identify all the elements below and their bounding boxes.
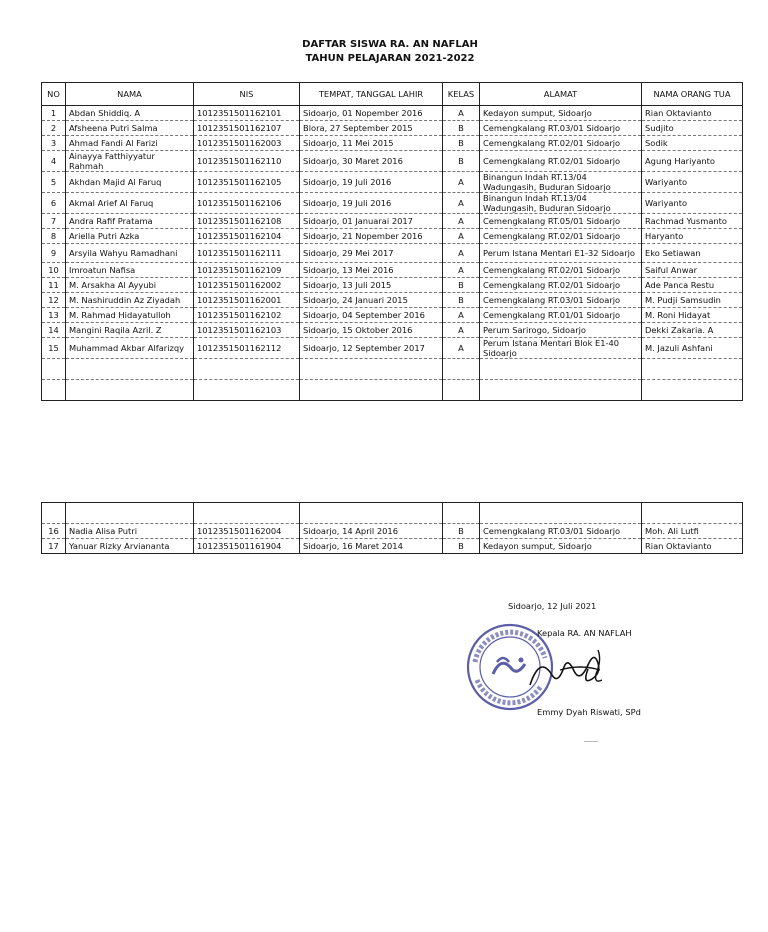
table-header-row — [42, 83, 743, 106]
cell-kelas: B — [443, 539, 480, 554]
cell-nis: 1012351501162003 — [194, 136, 300, 151]
cell-nama: M. Rahmad Hidayatulloh — [66, 308, 194, 323]
cell-nis: 1012351501162104 — [194, 229, 300, 244]
cell-ttl: Blora, 27 September 2015 — [300, 121, 443, 136]
cell-no: 17 — [42, 539, 66, 554]
cell-alamat: Cemengkalang RT.05/01 Sidoarjo — [480, 214, 642, 229]
col-header-nama: NAMA — [66, 83, 194, 106]
cell-alamat: Cemengkalang RT.03/01 Sidoarjo — [480, 524, 642, 539]
cell-ortu: Sodik — [642, 136, 743, 151]
cell-kelas: A — [443, 323, 480, 338]
cell-nis: 1012351501162110 — [194, 151, 300, 172]
table-row — [42, 293, 743, 308]
col-header-ttl: TEMPAT, TANGGAL LAHIR — [300, 83, 443, 106]
cell-ttl: Sidoarjo, 01 Januarai 2017 — [300, 214, 443, 229]
cell-nis: 1012351501162103 — [194, 323, 300, 338]
cell-nis: 1012351501162109 — [194, 263, 300, 278]
table-row — [42, 524, 743, 539]
cell-nis: 1012351501162111 — [194, 244, 300, 263]
cell-ttl: Sidoarjo, 01 Nopember 2016 — [300, 106, 443, 121]
cell-kelas: B — [443, 151, 480, 172]
cell-nis: 1012351501162106 — [194, 193, 300, 214]
empty-row — [42, 503, 743, 524]
cell-ortu: Sudjito — [642, 121, 743, 136]
cell-alamat: Binangun Indah RT.13/04 Wadungasih, Buduran Sidoarjo — [480, 193, 642, 214]
cell-alamat: Cemengkalang RT.02/01 Sidoarjo — [480, 229, 642, 244]
cell-ttl: Sidoarjo, 11 Mei 2015 — [300, 136, 443, 151]
cell-ttl: Sidoarjo, 12 September 2017 — [300, 338, 443, 359]
col-header-alamat: ALAMAT — [480, 83, 642, 106]
cell-kelas: A — [443, 214, 480, 229]
table-row — [42, 244, 743, 263]
col-header-no: NO — [42, 83, 66, 106]
cell-ortu: Dekki Zakaria. A — [642, 323, 743, 338]
cell-no: 6 — [42, 193, 66, 214]
cell-nama: Muhammad Akbar Alfarizqy — [66, 338, 194, 359]
cell-no: 2 — [42, 121, 66, 136]
cell-nama: Abdan Shiddiq. A — [66, 106, 194, 121]
cell-nama: Akmal Arief Al Faruq — [66, 193, 194, 214]
cell-ortu: Wariyanto — [642, 193, 743, 214]
table-row — [42, 193, 743, 214]
divider — [584, 741, 598, 742]
table-row — [42, 172, 743, 193]
cell-kelas: A — [443, 193, 480, 214]
cell-ttl: Sidoarjo, 16 Maret 2014 — [300, 539, 443, 554]
cell-ortu: M. Roni Hidayat — [642, 308, 743, 323]
empty-row — [42, 380, 743, 401]
cell-alamat: Cemengkalang RT.02/01 Sidoarjo — [480, 136, 642, 151]
cell-no: 12 — [42, 293, 66, 308]
cell-ttl: Sidoarjo, 30 Maret 2016 — [300, 151, 443, 172]
signature-role: Kepala RA. AN NAFLAH — [537, 628, 632, 638]
cell-ortu: Moh. Ali Lutfi — [642, 524, 743, 539]
cell-no: 10 — [42, 263, 66, 278]
document-subtitle: TAHUN PELAJARAN 2021-2022 — [305, 53, 475, 64]
cell-ortu: Haryanto — [642, 229, 743, 244]
table-row — [42, 323, 743, 338]
cell-alamat: Cemengkalang RT.01/01 Sidoarjo — [480, 308, 642, 323]
cell-ortu: Saiful Anwar — [642, 263, 743, 278]
cell-kelas: A — [443, 172, 480, 193]
cell-no: 5 — [42, 172, 66, 193]
cell-ttl: Sidoarjo, 13 Mei 2016 — [300, 263, 443, 278]
cell-no: 15 — [42, 338, 66, 359]
cell-ttl: Sidoarjo, 21 Nopember 2016 — [300, 229, 443, 244]
cell-nama: Imroatun Nafisa — [66, 263, 194, 278]
cell-nama: Yanuar Rizky Arviananta — [66, 539, 194, 554]
cell-alamat: Binangun Indah RT.13/04 Wadungasih, Buduran Sidoarjo — [480, 172, 642, 193]
cell-no: 16 — [42, 524, 66, 539]
cell-kelas: A — [443, 229, 480, 244]
cell-no: 8 — [42, 229, 66, 244]
cell-ortu: Rian Oktavianto — [642, 106, 743, 121]
cell-no: 1 — [42, 106, 66, 121]
table-row — [42, 278, 743, 293]
cell-ttl: Sidoarjo, 14 April 2016 — [300, 524, 443, 539]
cell-ortu: Ade Panca Restu — [642, 278, 743, 293]
cell-alamat: Perum Sarirogo, Sidoarjo — [480, 323, 642, 338]
cell-alamat: Cemengkalang RT.03/01 Sidoarjo — [480, 121, 642, 136]
cell-no: 4 — [42, 151, 66, 172]
cell-nama: Ainayya Fatthiyyatur Rahmah — [66, 151, 194, 172]
cell-ortu: Rian Oktavianto — [642, 539, 743, 554]
cell-no: 7 — [42, 214, 66, 229]
cell-nama: Ahmad Fandi Al Farizi — [66, 136, 194, 151]
table-row — [42, 136, 743, 151]
table-row — [42, 121, 743, 136]
cell-kelas: B — [443, 121, 480, 136]
student-table-continued — [41, 502, 743, 554]
cell-no: 9 — [42, 244, 66, 263]
cell-nama: Nadia Alisa Putri — [66, 524, 194, 539]
cell-nama: Andra Rafif Pratama — [66, 214, 194, 229]
cell-ortu: M. Jazuli Ashfani — [642, 338, 743, 359]
cell-nis: 1012351501161904 — [194, 539, 300, 554]
cell-kelas: B — [443, 524, 480, 539]
cell-no: 14 — [42, 323, 66, 338]
cell-nis: 1012351501162102 — [194, 308, 300, 323]
cell-nama: Arsyila Wahyu Ramadhani — [66, 244, 194, 263]
empty-row — [42, 359, 743, 380]
cell-nama: Ariella Putri Azka — [66, 229, 194, 244]
cell-alamat: Cemengkalang RT.02/01 Sidoarjo — [480, 263, 642, 278]
cell-ortu: Agung Hariyanto — [642, 151, 743, 172]
cell-ttl: Sidoarjo, 24 Januari 2015 — [300, 293, 443, 308]
student-table — [41, 82, 743, 401]
cell-alamat: Cemengkalang RT.03/01 Sidoarjo — [480, 293, 642, 308]
cell-no: 11 — [42, 278, 66, 293]
table-row — [42, 263, 743, 278]
cell-alamat: Cemengkalang RT.02/01 Sidoarjo — [480, 151, 642, 172]
table-row — [42, 539, 743, 554]
cell-nama: M. Arsakha Al Ayyubi — [66, 278, 194, 293]
table-row — [42, 308, 743, 323]
cell-ortu: Eko Setiawan — [642, 244, 743, 263]
cell-nis: 1012351501162001 — [194, 293, 300, 308]
table-row — [42, 214, 743, 229]
cell-ttl: Sidoarjo, 04 September 2016 — [300, 308, 443, 323]
table-row — [42, 338, 743, 359]
cell-ortu: M. Pudji Samsudin — [642, 293, 743, 308]
cell-nis: 1012351501162107 — [194, 121, 300, 136]
cell-kelas: A — [443, 263, 480, 278]
cell-alamat: Perum Istana Mentari Blok E1-40 Sidoarjo — [480, 338, 642, 359]
cell-nis: 1012351501162112 — [194, 338, 300, 359]
signature-scribble — [520, 640, 620, 700]
signature-date: Sidoarjo, 12 Juli 2021 — [508, 601, 597, 611]
document-title: DAFTAR SISWA RA. AN NAFLAH — [302, 39, 478, 50]
cell-no: 3 — [42, 136, 66, 151]
signature-name: Emmy Dyah Riswati, SPd — [537, 707, 641, 717]
col-header-ortu: NAMA ORANG TUA — [642, 83, 743, 106]
cell-alamat: Cemengkalang RT.02/01 Sidoarjo — [480, 278, 642, 293]
col-header-nis: NIS — [194, 83, 300, 106]
cell-ttl: Sidoarjo, 19 Juli 2016 — [300, 193, 443, 214]
cell-kelas: A — [443, 338, 480, 359]
cell-nis: 1012351501162002 — [194, 278, 300, 293]
col-header-kelas: KELAS — [443, 83, 480, 106]
cell-kelas: B — [443, 293, 480, 308]
cell-ttl: Sidoarjo, 29 Mei 2017 — [300, 244, 443, 263]
cell-nis: 1012351501162105 — [194, 172, 300, 193]
cell-nama: Akhdan Majid Al Faruq — [66, 172, 194, 193]
table-row — [42, 151, 743, 172]
cell-nis: 1012351501162101 — [194, 106, 300, 121]
cell-nama: M. Nashiruddin Az Ziyadah — [66, 293, 194, 308]
table-row — [42, 106, 743, 121]
cell-no: 13 — [42, 308, 66, 323]
cell-ortu: Wariyanto — [642, 172, 743, 193]
cell-alamat: Kedayon sumput, Sidoarjo — [480, 539, 642, 554]
cell-ortu: Rachmad Yusmanto — [642, 214, 743, 229]
cell-nama: Mangini Raqila Azril. Z — [66, 323, 194, 338]
cell-alamat: Perum Istana Mentari E1-32 Sidoarjo — [480, 244, 642, 263]
cell-kelas: A — [443, 244, 480, 263]
cell-kelas: A — [443, 308, 480, 323]
cell-nis: 1012351501162108 — [194, 214, 300, 229]
cell-alamat: Kedayon sumput, Sidoarjo — [480, 106, 642, 121]
cell-nis: 1012351501162004 — [194, 524, 300, 539]
cell-ttl: Sidoarjo, 15 Oktober 2016 — [300, 323, 443, 338]
cell-ttl: Sidoarjo, 13 Juli 2015 — [300, 278, 443, 293]
cell-kelas: B — [443, 136, 480, 151]
cell-kelas: B — [443, 278, 480, 293]
cell-kelas: A — [443, 106, 480, 121]
table-row — [42, 229, 743, 244]
cell-ttl: Sidoarjo, 19 Juli 2016 — [300, 172, 443, 193]
cell-nama: Afsheena Putri Salma — [66, 121, 194, 136]
